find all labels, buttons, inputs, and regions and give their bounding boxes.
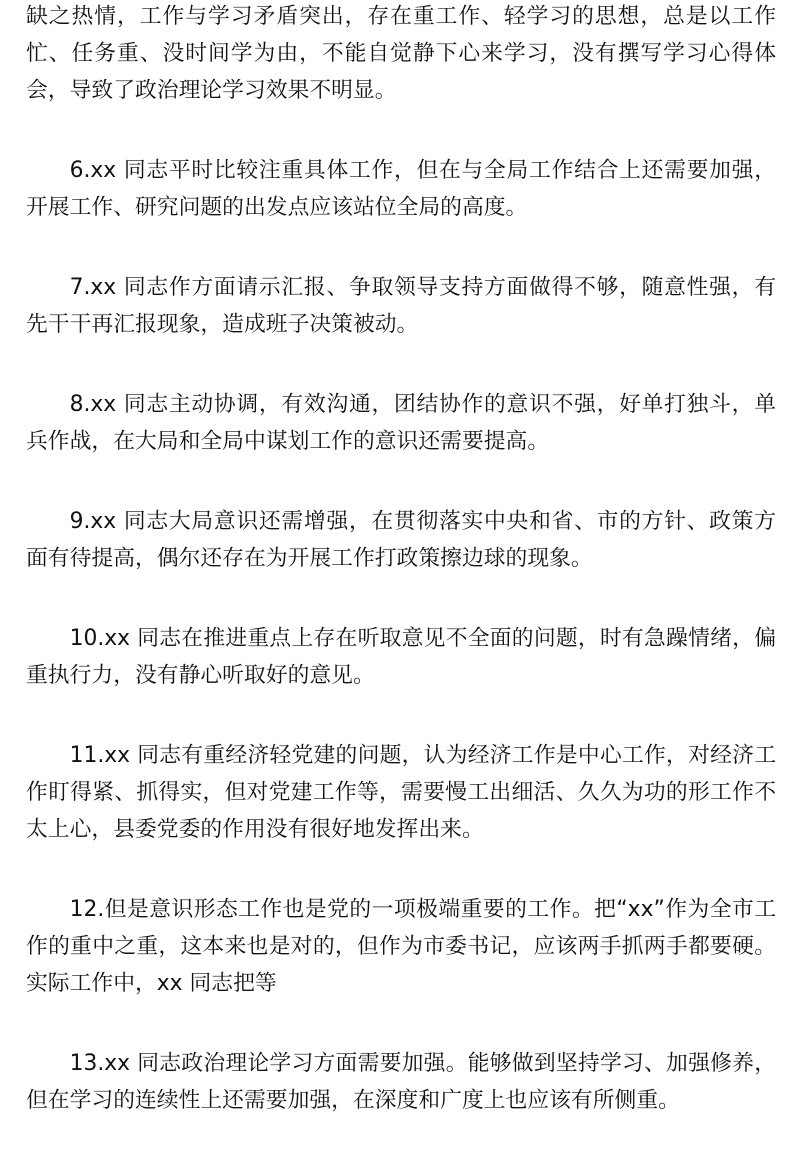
paragraph-8: 8.xx 同志主动协调，有效沟通，团结协作的意识不强，好单打独斗，单兵作战，在大局和全局中谋划工作的意识还需要提高。 <box>26 392 776 454</box>
paragraph-11: 11.xx 同志有重经济轻党建的问题，认为经济工作是中心工作，对经济工作盯得紧、抓得实，但对党建工作等，需要慢工出细活、久久为功的形工作不太上心，县委党委的作用没有很好地发挥出来。 <box>26 743 776 842</box>
paragraph-12: 12.但是意识形态工作也是党的一项极端重要的工作。把“xx”作为全市工作的重中之重，这本来也是对的，但作为市委书记，应该两手抓两手都要硬。实际工作中，xx 同志把等 <box>26 897 776 996</box>
paragraph-6: 6.xx 同志平时比较注重具体工作，但在与全局工作结合上还需要加强，开展工作、研究问题的出发点应该站位全局的高度。 <box>26 158 776 220</box>
paragraph-10: 10.xx 同志在推进重点上存在听取意见不全面的问题，时有急躁情绪，偏重执行力，没有静心听取好的意见。 <box>26 626 776 688</box>
paragraph-7: 7.xx 同志作方面请示汇报、争取领导支持方面做得不够，随意性强，有先干干再汇报现象，造成班子决策被动。 <box>26 275 776 337</box>
document-body <box>26 0 776 1162</box>
paragraph-9: 9.xx 同志大局意识还需增强，在贯彻落实中央和省、市的方针、政策方面有待提高，偶尔还存在为开展工作打政策擦边球的现象。 <box>26 509 776 571</box>
paragraph-13: 13.xx 同志政治理论学习方面需要加强。能够做到坚持学习、加强修养，但在学习的连续性上还需要加强，在深度和广度上也应该有所侧重。 <box>26 1051 776 1113</box>
paragraph-continued: 缺之热情，工作与学习矛盾突出，存在重工作、轻学习的思想，总是以工作忙、任务重、没时间学为由，不能自觉静下心来学习，没有撰写学习心得体会，导致了政治理论学习效果不明显。 <box>26 4 776 103</box>
